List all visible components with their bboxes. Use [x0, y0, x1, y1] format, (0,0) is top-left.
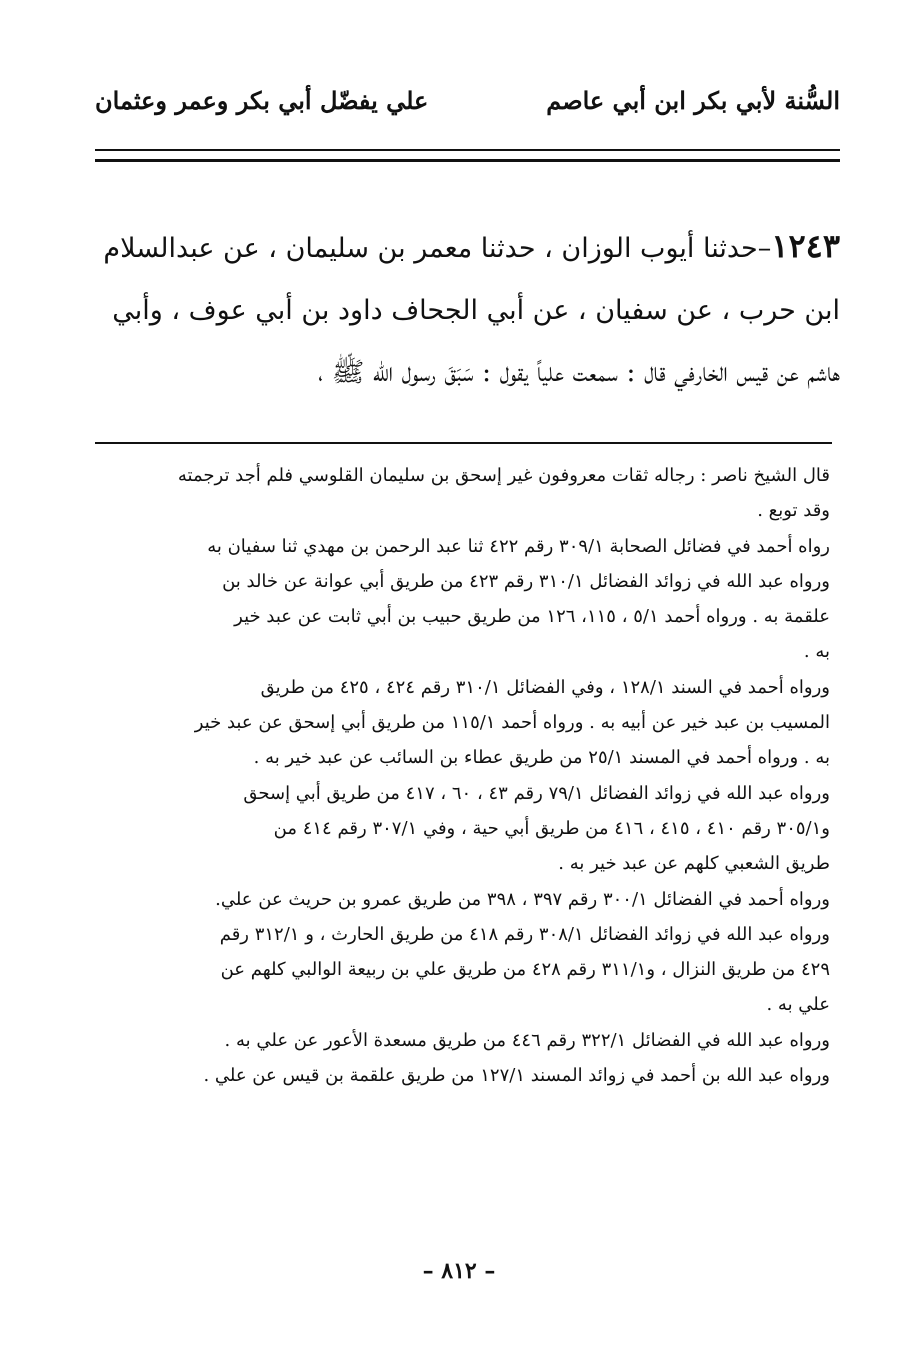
- page-number: – ٨١٢ –: [422, 1258, 496, 1284]
- hadith-number: ١٢٤٣: [771, 227, 840, 265]
- hadith-text: [95, 215, 840, 404]
- footnote-line: ورواه أحمد في السند ١٢٨/١ ، وفي الفضائل ٣١٠/١ رقم ٤٢٤ ، ٤٢٥ من طريق: [260, 676, 830, 698]
- footnote-line: ٤٢٩ من طريق النزال ، و٣١١/١ رقم ٤٢٨ من طريق علي بن ربيعة الوالبي كلهم عن: [220, 959, 830, 981]
- header-rule-thick: [95, 159, 840, 162]
- hadith-line: [95, 215, 840, 280]
- hadith-line-text: –حدثنا أيوب الوزان ، حدثنا معمر بن سليمان ، عن عبدالسلام: [103, 233, 772, 264]
- footnote-line: المسيب بن عبد خير عن أبيه به . ورواه أحمد ١١٥/١ من طريق أبي إسحق عن عبد خير: [194, 712, 830, 734]
- footnote-line: رواه أحمد في فضائل الصحابة ٣٠٩/١ رقم ٤٢٢ ثنا عبد الرحمن بن مهدي ثنا سفيان به: [207, 535, 830, 557]
- footnote-line: طريق الشعبي كلهم عن عبد خير به .: [558, 853, 830, 875]
- footnote-line: ورواه عبد الله في زوائد الفضائل ٣٠٨/١ رقم ٤١٨ من طريق الحارث ، و ٣١٢/١ رقم: [219, 923, 830, 945]
- chapter-title: علي يفضّل أبي بكر وعمر وعثمان: [95, 85, 429, 115]
- header-rule-thin: [95, 149, 840, 151]
- footnote-line: ورواه أحمد في الفضائل ٣٠٠/١ رقم ٣٩٧ ، ٣٩٨ من طريق عمرو بن حريث عن علي.: [215, 888, 830, 910]
- footnotes: [95, 458, 830, 1093]
- footnote-line: ورواه عبد الله في الفضائل ٣٢٢/١ رقم ٤٤٦ من طريق مسعدة الأعور عن علي به .: [224, 1029, 830, 1051]
- hadith-line: هاشم عن قيس الخارفي قال : سمعت علياً يقول : سَبَقَ رسول الله ﷺ ،: [317, 357, 840, 388]
- footnote-line: به .: [803, 641, 830, 663]
- footnote-line: وقد توبع .: [757, 500, 830, 522]
- footnote-line: به . ورواه أحمد في المسند ٢٥/١ من طريق عطاء بن السائب عن عبد خير به .: [253, 747, 830, 769]
- footnote-line: ورواه عبد الله في زوائد الفضائل ٧٩/١ رقم ٤٣ ، ٦٠ ، ٤١٧ من طريق أبي إسحق: [243, 782, 830, 804]
- footnote-line: علي به .: [766, 994, 830, 1016]
- footnote-line: ورواه عبد الله في زوائد الفضائل ٣١٠/١ رقم ٤٢٣ من طريق أبي عوانة عن خالد بن: [222, 570, 830, 592]
- footnote-separator: [95, 442, 832, 444]
- running-header: [95, 80, 840, 120]
- footnote-line: ورواه عبد الله بن أحمد في زوائد المسند ١٢٧/١ من طريق علقمة بن قيس عن علي .: [203, 1065, 830, 1087]
- footnote-line: قال الشيخ ناصر : رجاله ثقات معروفون غير إسحق بن سليمان القلوسي فلم أجد ترجمته: [177, 465, 830, 486]
- footnote-line: و٣٠٥/١ رقم ٤١٠ ، ٤١٥ ، ٤١٦ من طريق أبي حية ، وفي ٣٠٧/١ رقم ٤١٤ من: [273, 817, 830, 839]
- book-title: السُّنة لأبي بكر ابن أبي عاصم: [546, 85, 840, 115]
- footnote-line: علقمة به . ورواه أحمد ٥/١ ، ١١٥، ١٢٦ من طريق حبيب بن أبي ثابت عن عبد خير: [234, 606, 830, 628]
- hadith-line: ابن حرب ، عن سفيان ، عن أبي الجحاف داود بن أبي عوف ، وأبي: [112, 295, 840, 326]
